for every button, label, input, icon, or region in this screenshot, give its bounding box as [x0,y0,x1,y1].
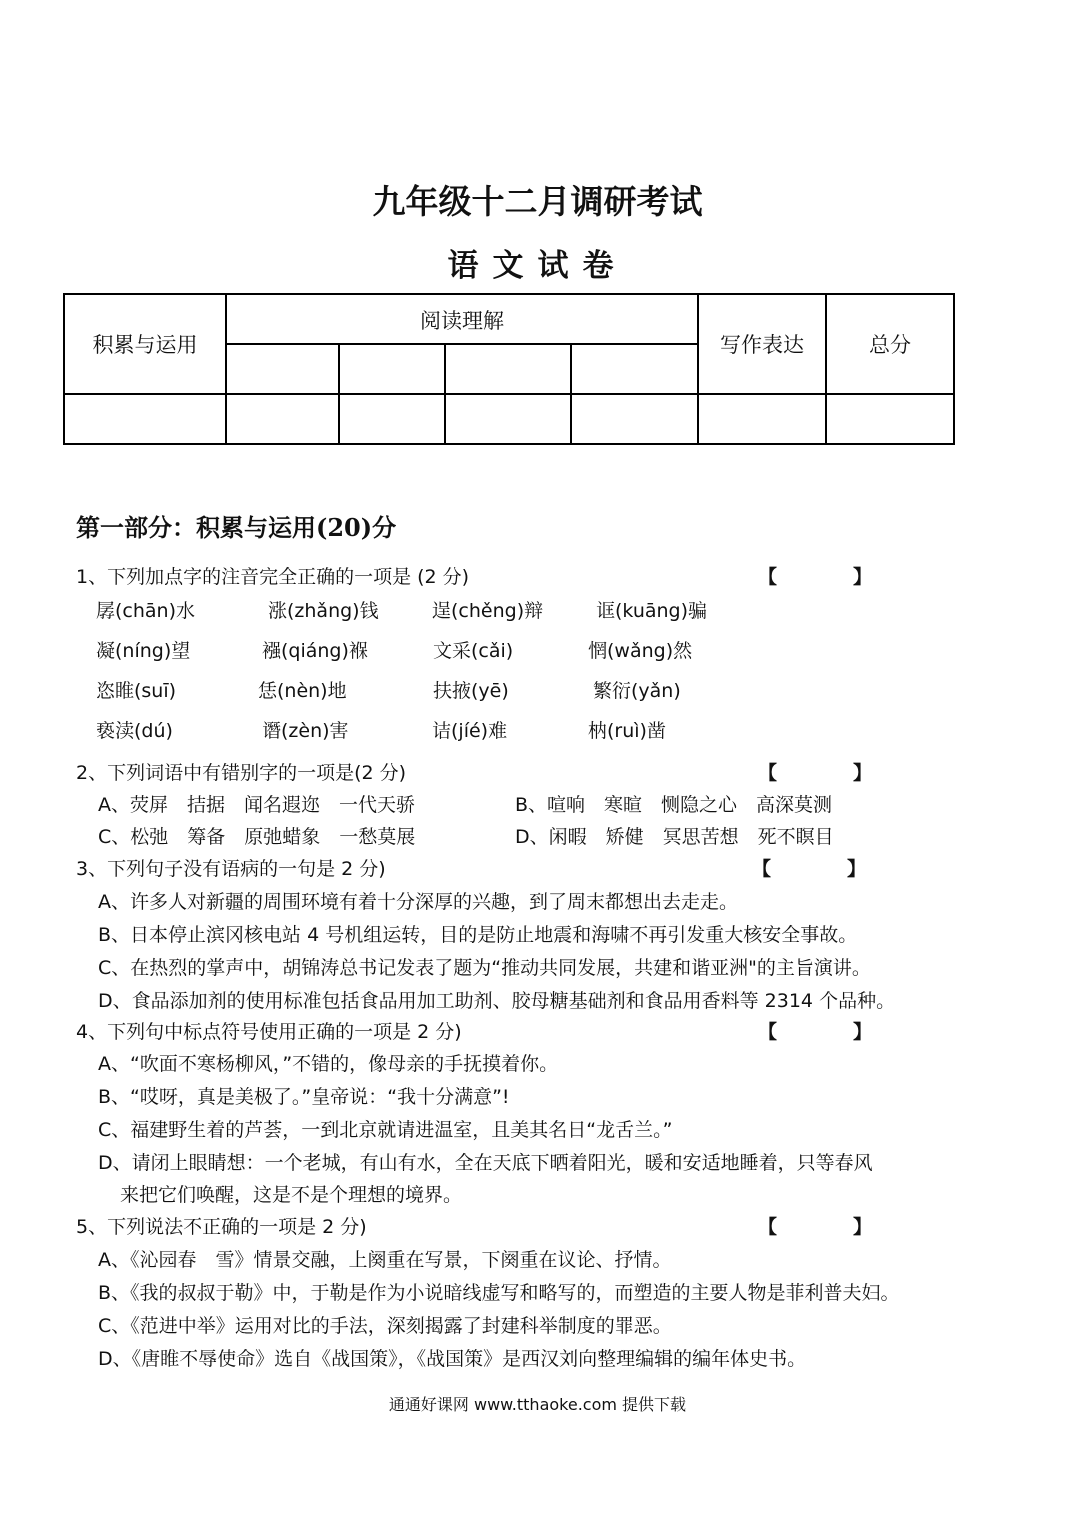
q5-option-c: C、《范进中举》运用对比的手法，深刻揭露了封建科举制度的罪恶。 [98,1315,672,1337]
q2-stem: 2、下列词语中有错别字的一项是(2 分) [76,762,407,784]
q1-item: 恁(nèn)地 [258,680,347,702]
q1-item: 涨(zhǎng)钱 [268,600,379,622]
page-footer: 通通好课网 www.tthaoke.com 提供下载 [388,1395,687,1414]
q4-stem: 4、下列句中标点符号使用正确的一项是 2 分) [76,1021,462,1043]
q1-item: 逞(chěng)辩 [432,600,544,622]
page-title: 九年级十二月调研考试 [372,182,703,221]
q1-item: 谮(zèn)害 [262,720,349,742]
score-cell [226,344,339,394]
score-cell [698,394,826,444]
q1-item: 惘(wǎng)然 [588,640,693,662]
q5-option-a: A、《沁园春 雪》情景交融，上阕重在写景，下阕重在议论、抒情。 [98,1249,672,1271]
q3-option-b: B、日本停止滨冈核电站 4 号机组运转，目的是防止地震和海啸不再引发重大核安全事故。 [98,924,858,946]
score-cell [339,394,445,444]
score-header-reading: 阅读理解 [226,294,698,344]
score-header-total: 总分 [826,294,954,394]
q2-option-c: C、松弛 筹备 原弛蜡象 一愁莫展 [98,826,416,848]
score-cell [571,344,698,394]
q4-option-b: B、“哎呀，真是美极了。”皇帝说：“我十分满意”! [98,1086,510,1108]
q3-option-c: C、在热烈的掌声中，胡锦涛总书记发表了题为“推动共同发展，共建和谐亚洲"的主旨演讲。 [98,957,871,979]
score-cell [571,394,698,444]
q4-option-a: A、“吹面不寒杨柳风，”不错的，像母亲的手抚摸着你。 [98,1053,559,1075]
score-cell [64,394,226,444]
section-title: 第一部分：积累与运用(20)分 [76,513,397,542]
score-cell [339,344,445,394]
score-header-writing: 写作表达 [698,294,826,394]
q1-item: 恣睢(suī) [96,680,177,702]
score-cell [826,394,954,444]
score-cell [445,344,571,394]
q4-option-c: C、福建野生着的芦荟，一到北京就请进温室，且美其名日“龙舌兰。” [98,1119,673,1141]
q3-answer-bracket: 【 】 [752,858,867,880]
q1-answer-bracket: 【 】 [758,566,873,588]
q5-option-b: B、《我的叔叔于勒》中，于勒是作为小说暗线虚写和略写的，而塑造的主要人物是菲利普夫妇。 [98,1282,900,1304]
page-subtitle: 语文试卷 [447,248,628,284]
q1-item: 枘(ruì)凿 [588,720,666,742]
q5-stem: 5、下列说法不正确的一项是 2 分) [76,1216,367,1238]
q3-stem: 3、下列句子没有语病的一句是 2 分) [76,858,386,880]
q1-stem: 1、下列加点字的注音完全正确的一项是 (2 分) [76,566,470,588]
q1-item: 诘(jíé)难 [432,720,508,742]
q1-item: 亵渎(dú) [96,720,173,742]
q3-option-a: A、许多人对新疆的周围环境有着十分深厚的兴趣，到了周末都想出去走走。 [98,891,738,913]
q2-option-d: D、闲暇 矫健 冥思苦想 死不瞑目 [515,826,834,848]
score-header-accumulation: 积累与运用 [64,294,226,394]
score-table [63,293,955,445]
q1-item: 孱(chān)水 [96,600,195,622]
q2-option-b: B、喧响 寒暄 恻隐之心 高深莫测 [515,794,833,816]
q1-item: 诓(kuāng)骗 [596,600,708,622]
q4-answer-bracket: 【 】 [758,1021,873,1043]
q5-option-d: D、《唐睢不辱使命》选自《战国策》，《战国策》是西汉刘向整理编辑的编年体史书。 [98,1348,807,1370]
q1-item: 繁衍(yǎn) [593,680,681,702]
q4-option-d-continued: 来把它们唤醒，这是不是个理想的境界。 [120,1184,463,1206]
q1-item: 文采(cǎi) [433,640,514,662]
score-cell [445,394,571,444]
q1-item: 凝(níng)望 [96,640,191,662]
q2-answer-bracket: 【 】 [758,762,873,784]
score-cell [226,394,339,444]
q1-item: 扶掖(yē) [433,680,509,702]
q1-item: 襁(qiáng)褓 [262,640,368,662]
q5-answer-bracket: 【 】 [758,1216,873,1238]
q4-option-d: D、请闭上眼睛想：一个老城，有山有水，全在天底下晒着阳光，暖和安适地睡着，只等春风 [98,1152,873,1174]
q2-option-a: A、荧屏 拮据 闻名遐迩 一代天骄 [98,794,415,816]
q3-option-d: D、食品添加剂的使用标准包括食品用加工助剂、胶母糖基础剂和食品用香料等 2314 个品种。 [98,990,896,1012]
